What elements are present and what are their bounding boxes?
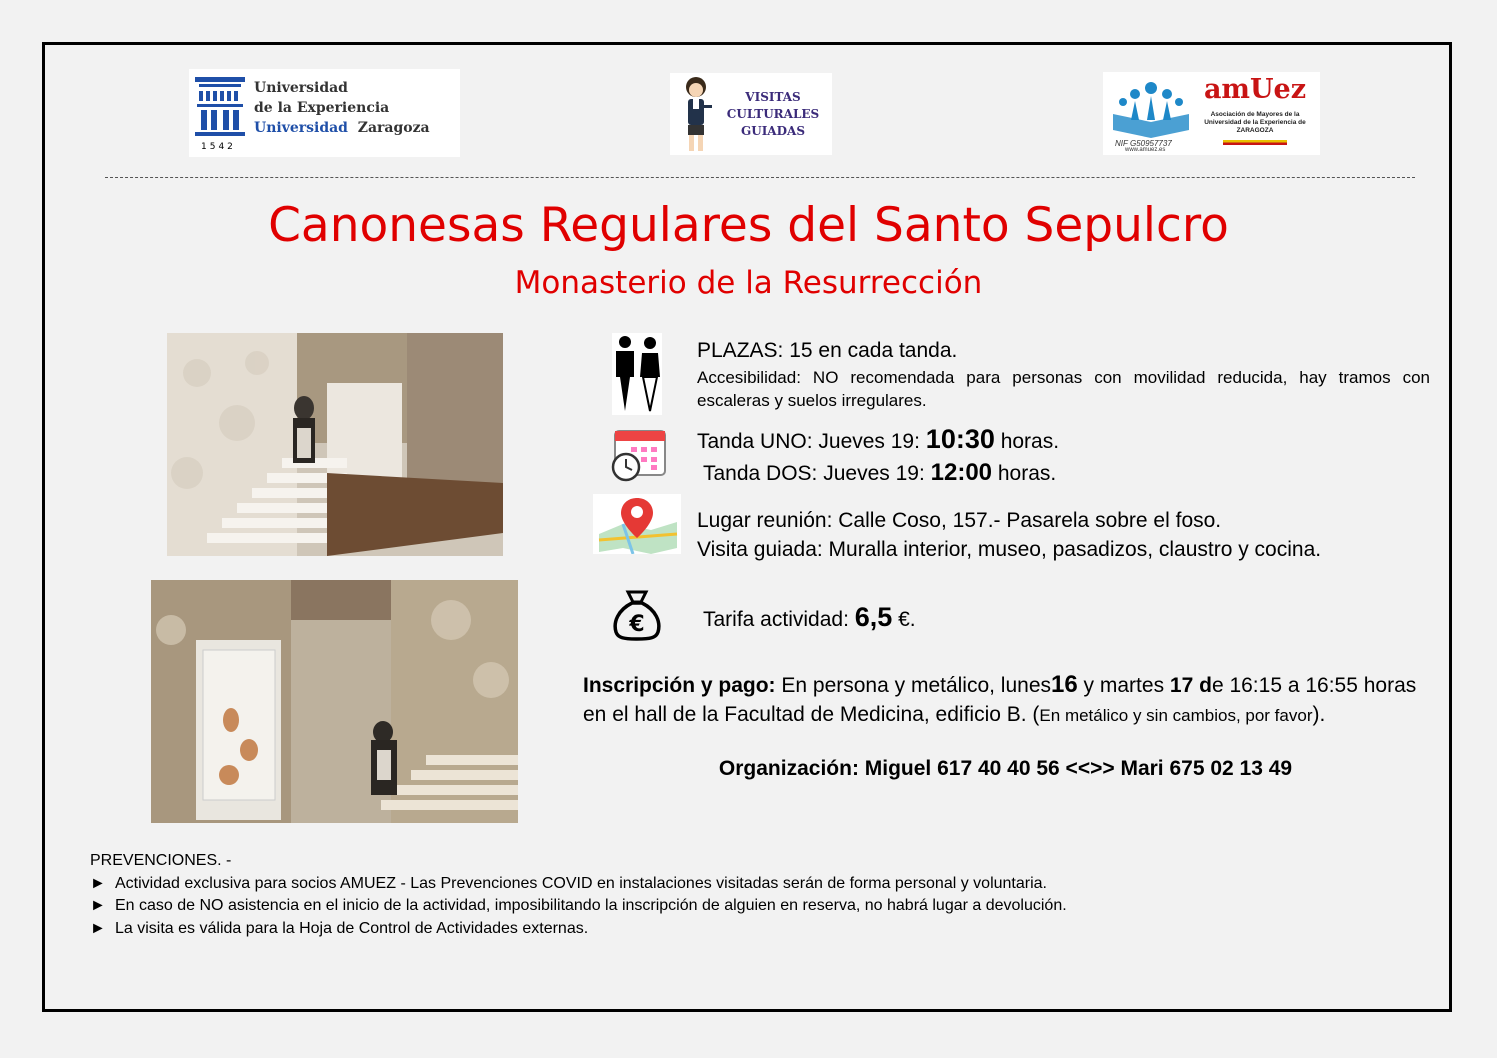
money-bag-icon xyxy=(610,588,664,642)
map-pin-icon xyxy=(593,494,681,554)
tanda-uno xyxy=(697,424,1059,457)
bullet-icon: ► xyxy=(90,874,106,892)
prevencion-text: En caso de NO asistencia en el inicio de la actividad, imposibilitando la inscripción de alguien en reserva, no habrá lugar a devolución. xyxy=(115,897,1067,914)
header-divider xyxy=(105,177,1415,178)
uex-year: 1542 xyxy=(201,142,236,152)
prevencion-item xyxy=(90,895,1190,918)
photo-museum xyxy=(151,580,518,823)
guide-figure-icon xyxy=(676,73,716,155)
lugar-reunion: Lugar reunión: Calle Coso, 157.- Pasarela sobre el foso. xyxy=(697,509,1222,532)
plazas-text: PLAZAS: 15 en cada tanda. xyxy=(697,339,958,362)
amuez-nif: NIF G50957737 xyxy=(1115,139,1172,148)
prevencion-item xyxy=(90,873,1190,896)
inscripcion-day2: 17 d xyxy=(1169,674,1212,697)
visitas-logo xyxy=(670,73,832,155)
tarifa-label: Tarifa actividad: xyxy=(703,608,855,631)
amuez-name: amUez xyxy=(1203,74,1307,105)
people-icon xyxy=(612,333,662,415)
tanda-dos-suffix: horas. xyxy=(992,462,1057,485)
inscripcion-label: Inscripción y pago: xyxy=(583,674,776,697)
prevencion-text: La visita es válida para la Hoja de Control de Actividades externas. xyxy=(115,919,589,937)
svg-text:€: € xyxy=(629,612,645,637)
calendar-clock-icon xyxy=(609,427,667,483)
bullet-icon: ► xyxy=(90,897,106,914)
amuez-flag-stripe xyxy=(1223,140,1287,145)
university-building-icon xyxy=(193,75,251,145)
inscripcion-note: En metálico y sin cambios, por favor xyxy=(1039,706,1313,725)
tarifa-suffix: €. xyxy=(892,608,916,631)
inscripcion-part1: En persona y metálico, lunes xyxy=(775,674,1052,697)
prevencion-text: Actividad exclusiva para socios AMUEZ - Las Prevenciones COVID en instalaciones visitadas serán de forma personal y voluntaria. xyxy=(115,874,1047,892)
inscripcion-part2: y martes xyxy=(1077,674,1170,697)
amuez-sub2: Universidad de la Experiencia de xyxy=(1204,119,1306,126)
tanda-dos-label: Tanda DOS: Jueves 19: xyxy=(703,462,931,485)
bullet-icon: ► xyxy=(90,919,106,937)
visitas-line3: GUIADAS xyxy=(740,124,806,138)
prevenciones xyxy=(90,850,1190,940)
visitas-line2: CULTURALES xyxy=(726,107,820,121)
tarifa-value: 6,5 xyxy=(854,602,893,632)
inscripcion-part3: e 16:15 a 16:55 horas en el hall de la Facultad de Medicina, edificio B. ( xyxy=(583,674,1417,726)
tanda-uno-time: 10:30 xyxy=(925,424,995,454)
amuez-logo xyxy=(1103,72,1320,155)
accessibility-text: Accesibilidad: NO recomendada para personas con movilidad reducida, hay tramos con escaleras y suelos irregulares. xyxy=(697,368,1430,410)
tanda-dos xyxy=(703,458,1056,489)
uex-line3a: Universidad xyxy=(254,120,348,136)
prevenciones-heading: PREVENCIONES. - xyxy=(90,852,232,869)
page-title: Canonesas Regulares del Santo Sepulcro xyxy=(268,198,1229,253)
inscripcion-text xyxy=(583,670,1435,730)
uex-logo xyxy=(189,69,460,157)
amuez-sub1: Asociación de Mayores de la xyxy=(1210,111,1300,118)
open-book-people-icon xyxy=(1107,78,1195,140)
prevencion-item xyxy=(90,918,1190,941)
uex-line3b: Zaragoza xyxy=(357,120,430,136)
visitas-line1: VISITAS xyxy=(745,90,801,104)
tanda-uno-suffix: horas. xyxy=(994,430,1060,453)
uex-line1: Universidad xyxy=(254,80,348,96)
inscripcion-part4: ). xyxy=(1312,703,1326,726)
tanda-dos-time: 12:00 xyxy=(930,459,993,486)
tanda-uno-label: Tanda UNO: Jueves 19: xyxy=(697,430,926,453)
amuez-web: www.amuez.es xyxy=(1125,147,1166,153)
tarifa xyxy=(703,600,916,637)
visita-guiada: Visita guiada: Muralla interior, museo, pasadizos, claustro y cocina. xyxy=(697,538,1322,561)
amuez-sub3: ZARAGOZA xyxy=(1236,127,1274,134)
inscripcion-day1: 16 xyxy=(1051,671,1078,698)
organizacion: Organización: Miguel 617 40 40 56 <<>> Mari 675 02 13 49 xyxy=(718,757,1293,780)
page-subtitle: Monasterio de la Resurrección xyxy=(514,265,983,301)
photo-stairs xyxy=(167,333,503,556)
uex-line2: de la Experiencia xyxy=(254,100,390,116)
